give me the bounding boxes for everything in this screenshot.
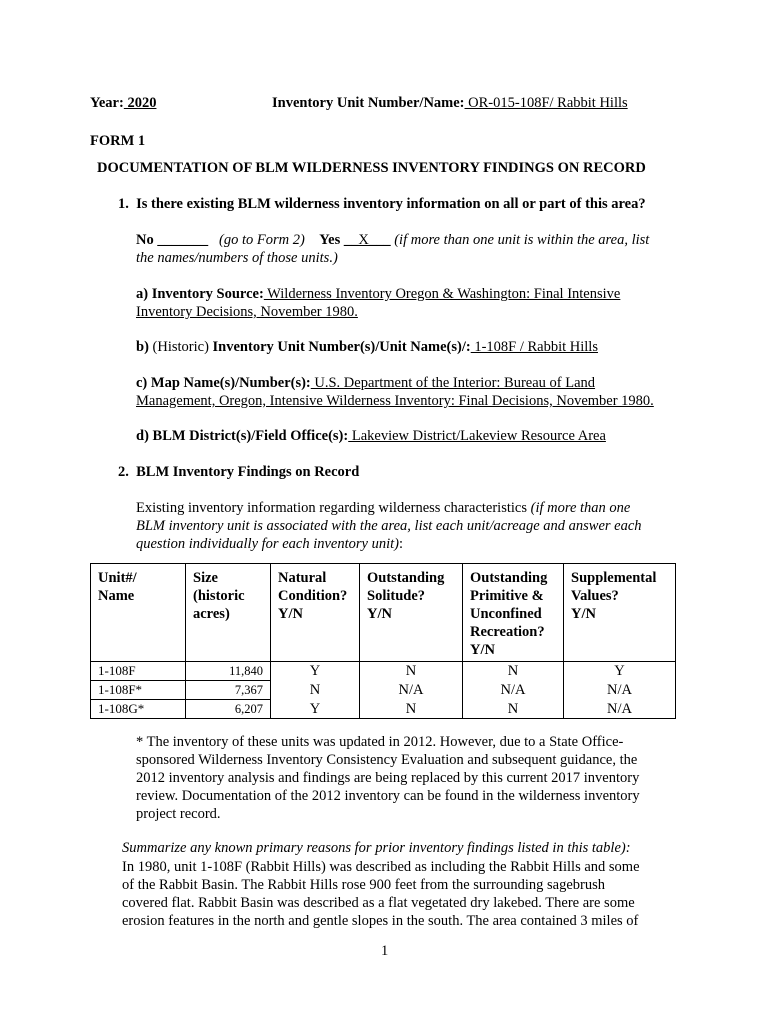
- inventory-source-value-line-2: Inventory Decisions, November 1980.: [136, 304, 358, 320]
- historic-unit-label: Inventory Unit Number(s)/Unit Name(s)/:: [212, 339, 471, 355]
- cell-size: 11,840: [186, 662, 271, 681]
- inventory-unit-label: Inventory Unit Number/Name:: [272, 95, 465, 111]
- map-name-value-line-2: Management, Oregon, Intensive Wilderness Inventory: Final Decisions, November 1980.: [136, 393, 654, 409]
- historic-unit-value: 1-108F / Rabbit Hills: [470, 339, 598, 355]
- inventory-source-value: Wilderness Inventory Oregon & Washington: Final Intensive: [263, 286, 621, 302]
- header-natural-condition: [271, 564, 360, 662]
- year-label: Year:: [90, 95, 124, 111]
- cell-size: 6,207: [186, 700, 271, 719]
- summary-prompt: Summarize any known primary reasons for prior inventory findings listed in this table):: [122, 840, 631, 856]
- page-number: 1: [381, 943, 389, 959]
- header-unit-name: [91, 564, 186, 662]
- header-line: (historic: [193, 588, 245, 604]
- q2-intro-line-3-text: question individually for each inventory unit): [136, 536, 399, 552]
- inventory-source-label: a) Inventory Source:: [136, 286, 264, 302]
- inventory-unit-value: OR-015-108F/ Rabbit Hills: [464, 95, 628, 111]
- historic-unit: [136, 339, 598, 356]
- summary-line: erosion features in the north and gentle slopes in the south. The area contained 3 miles of: [122, 913, 639, 929]
- table-footnote: [136, 733, 696, 823]
- header-line: Y/N: [278, 606, 303, 622]
- no-note: (go to Form 2): [218, 232, 305, 248]
- no-label: No: [136, 232, 154, 248]
- yes-note: (if more than one unit is within the area, list: [394, 232, 650, 248]
- header-line: Natural: [278, 570, 327, 586]
- year-value: 2020: [123, 95, 157, 111]
- table-row: [91, 662, 676, 681]
- header-line: Outstanding: [367, 570, 445, 586]
- footnote-line: * The inventory of these units was updated in 2012. However, due to a State Office-: [136, 734, 624, 750]
- district-office-label: d) BLM District(s)/Field Office(s):: [136, 428, 349, 444]
- header-line: Primitive &: [470, 588, 544, 604]
- form-title: FORM 1: [90, 133, 146, 149]
- table-row: [91, 700, 676, 719]
- cell-recreation: N: [463, 662, 564, 681]
- header-line: Outstanding: [470, 570, 548, 586]
- historic-unit-tag: (Historic): [152, 339, 209, 355]
- header-supplemental-values: [564, 564, 676, 662]
- yes-note-line-2: the names/numbers of those units.): [136, 250, 338, 266]
- cell-supplemental: N/A: [564, 681, 676, 700]
- summary-line: In 1980, unit 1-108F (Rabbit Hills) was described as including the Rabbit Hills and some: [122, 859, 640, 875]
- inventory-source: [136, 286, 620, 303]
- cell-recreation: N/A: [463, 681, 564, 700]
- question-2: [118, 464, 359, 481]
- q2-intro-line-2: BLM inventory unit is associated with the area, list each unit/acreage and answer each: [136, 518, 642, 534]
- header-line: Y/N: [571, 606, 596, 622]
- header-line: Name: [98, 588, 135, 604]
- footnote-line: project record.: [136, 806, 221, 822]
- map-name-value: U.S. Department of the Interior: Bureau of Land: [310, 375, 596, 391]
- footnote-line: 2012 inventory analysis and findings are being replaced by this current 2017 inventory: [136, 770, 640, 786]
- cell-recreation: N: [463, 700, 564, 719]
- question-2-title: BLM Inventory Findings on Record: [136, 464, 360, 480]
- header-line: Unit#/: [98, 570, 137, 586]
- cell-solitude: N/A: [360, 681, 463, 700]
- summary-text: [122, 858, 702, 930]
- no-blank: _______: [157, 232, 209, 248]
- header-line: Unconfined: [470, 606, 542, 622]
- district-office-value: Lakeview District/Lakeview Resource Area: [348, 428, 606, 444]
- header-line: Y/N: [367, 606, 392, 622]
- header-solitude: [360, 564, 463, 662]
- table-header-row: [91, 564, 676, 662]
- header-line: Size: [193, 570, 218, 586]
- q2-intro-line-3-end: :: [398, 536, 403, 552]
- header-line: acres): [193, 606, 230, 622]
- cell-unit: 1-108G*: [91, 700, 186, 719]
- document-title: DOCUMENTATION OF BLM WILDERNESS INVENTORY FINDINGS ON RECORD: [97, 160, 646, 176]
- question-2-number: 2.: [118, 464, 129, 480]
- cell-unit: 1-108F: [91, 662, 186, 681]
- cell-size: 7,367: [186, 681, 271, 700]
- yes-value: __X___: [343, 232, 391, 248]
- cell-unit: 1-108F*: [91, 681, 186, 700]
- header-size: [186, 564, 271, 662]
- summary-line: of the Rabbit Basin. The Rabbit Hills rose 900 feet from the surrounding sagebrush: [122, 877, 605, 893]
- question-1-text: Is there existing BLM wilderness inventory information on all or part of this area?: [136, 196, 646, 212]
- inventory-findings-table: [90, 563, 676, 719]
- cell-supplemental: N/A: [564, 700, 676, 719]
- header-line: Recreation?: [470, 624, 545, 640]
- q2-intro-italic: (if more than one: [530, 500, 631, 516]
- cell-solitude: N: [360, 662, 463, 681]
- inventory-unit-field: [272, 95, 628, 112]
- header-line: Y/N: [470, 642, 495, 658]
- cell-natural: Y: [271, 662, 360, 681]
- cell-natural: Y: [271, 700, 360, 719]
- header-primitive-recreation: [463, 564, 564, 662]
- question-1: [118, 196, 646, 213]
- q2-intro-line-3: [136, 536, 403, 553]
- year-field: [90, 95, 156, 112]
- yes-label: Yes: [319, 232, 341, 248]
- q1-answer-line: [136, 232, 649, 249]
- q2-intro-line-1: [136, 500, 630, 517]
- cell-solitude: N: [360, 700, 463, 719]
- header-line: Solitude?: [367, 588, 426, 604]
- header-line: Condition?: [278, 588, 348, 604]
- district-office: [136, 428, 606, 445]
- cell-supplemental: Y: [564, 662, 676, 681]
- cell-natural: N: [271, 681, 360, 700]
- header-line: Supplemental: [571, 570, 657, 586]
- footnote-line: sponsored Wilderness Inventory Consistency Evaluation and subsequent guidance, the: [136, 752, 638, 768]
- table-row: [91, 681, 676, 700]
- map-name-label: c) Map Name(s)/Number(s):: [136, 375, 311, 391]
- question-1-number: 1.: [118, 196, 129, 212]
- summary-line: covered flat. Rabbit Basin was described as a flat vegetated dry lakebed. There are some: [122, 895, 635, 911]
- historic-unit-prefix: b): [136, 339, 149, 355]
- map-name: [136, 375, 595, 392]
- header-line: Values?: [571, 588, 619, 604]
- footnote-line: review. Documentation of the 2012 inventory can be found in the wilderness inventory: [136, 788, 640, 804]
- q2-intro-plain: Existing inventory information regarding wilderness characteristics: [136, 500, 531, 516]
